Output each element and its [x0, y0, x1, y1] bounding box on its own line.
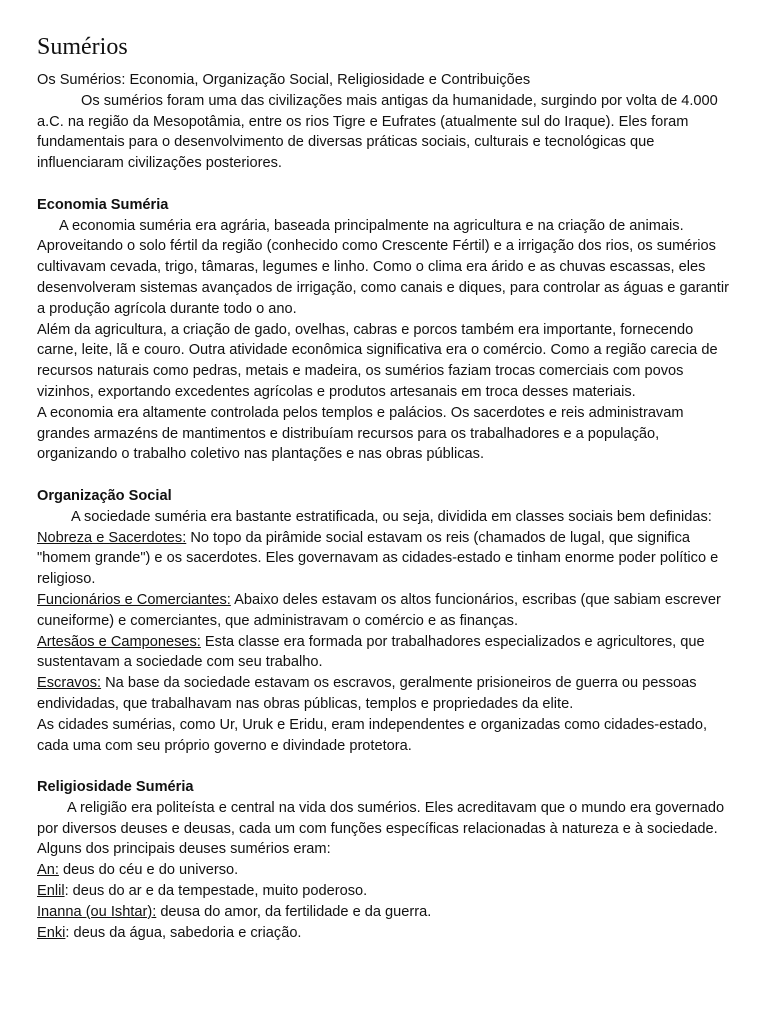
deity-name: An: — [37, 862, 59, 879]
class-text: Abaixo deles estavam os altos funcionários, escribas (que sabiam escrever cuneiforme) e comerciantes, que administravam o comércio e as finanças. — [37, 591, 721, 629]
social-class-item — [37, 590, 731, 632]
social-class-item — [37, 673, 731, 715]
deity-name: Inanna (ou Ishtar): — [37, 903, 157, 920]
social-class-item — [37, 528, 731, 590]
deity-item — [37, 881, 731, 902]
deity-name: Enlil — [37, 883, 65, 900]
class-text: Na base da sociedade estavam os escravos, geralmente prisioneiros de guerra ou pessoas endividadas, que trabalhavam nas obras públicas, templos e propriedades da elite. — [37, 675, 697, 712]
religiao-section — [37, 777, 731, 943]
intro-paragraph: Os sumérios foram uma das civilizações mais antigas da humanidade, surgindo por volta de 4.000 a.C. na região da Mesopotâmia, entre os rios Tigre e Eufrates (atualmente sul do Iraque). Eles foram fundamentais para o desenvolvimento de diversas práticas sociais, culturais e tecnológicas que influenciaram civilizações posteriores. — [37, 92, 718, 172]
class-label: Escravos: — [37, 675, 102, 692]
social-section — [37, 486, 731, 756]
economia-section — [37, 195, 731, 465]
deity-name: Enki — [37, 924, 66, 941]
page-title: Sumérios — [37, 34, 128, 60]
economia-paragraph: A economia era altamente controlada pelos templos e palácios. Os sacerdotes e reis administravam grandes armazéns de mantimentos e distribuíam recursos para os trabalhadores e a população, organizando o trabalho coletivo nas plantações e nas obras públicas. — [37, 404, 684, 463]
social-paragraph: A sociedade suméria era bastante estratificada, ou seja, dividida em classes sociais bem definidas: — [71, 508, 712, 525]
class-label: Nobreza e Sacerdotes: — [37, 529, 187, 546]
social-paragraph: As cidades sumérias, como Ur, Uruk e Eridu, eram independentes e organizadas como cidades-estado, cada uma com seu próprio governo e divindade protetora. — [37, 716, 708, 754]
class-label: Funcionários e Comerciantes: — [37, 591, 231, 608]
economia-paragraph: A economia suméria era agrária, baseada principalmente na agricultura e na criação de animais. Aproveitando o solo fértil da região (conhecido como Crescente Fértil) e a irrigação dos rios, os sumérios cultivavam cevada, trigo, tâmaras, legumes e linho. Como o clima era árido e as chuvas escassas, eles desenvolveram sistemas avançados de irrigação, como canais e diques, para controlar as águas e garantir a produção agrícola durante todo o ano. — [37, 217, 729, 317]
deity-text: : deus do ar e da tempestade, muito poderoso. — [64, 883, 368, 900]
religiao-paragraph: A religião era politeísta e central na vida dos sumérios. Eles acreditavam que o mundo era governado por diversos deuses e deusas, cada um com funções específicas relacionadas à natureza e à sociedade. Alguns dos principais deuses sumérios eram: — [37, 799, 725, 858]
class-text: Esta classe era formada por trabalhadores especializados e agricultores, que sustentavam a sociedade com seu trabalho. — [37, 633, 705, 671]
deity-text: deusa do amor, da fertilidade e da guerra. — [156, 903, 432, 920]
economia-paragraph: Além da agricultura, a criação de gado, ovelhas, cabras e porcos também era importante, fornecendo carne, leite, lã e couro. Outra atividade econômica significativa era o comércio. Como a região carecia de recursos naturais como pedras, metais e madeira, os sumérios faziam trocas comerciais com povos vizinhos, exportando excedentes agrícolas e produtos artesanais em troca desses materiais. — [37, 321, 718, 400]
economia-heading: Economia Suméria — [37, 196, 169, 213]
class-text: No topo da pirâmide social estavam os reis (chamados de lugal, que significa "homem grande") e os sacerdotes. Eles governavam as cidades-estado e tinham enorme poder político e religioso. — [37, 529, 719, 588]
subtitle: Os Sumérios: Economia, Organização Social, Religiosidade e Contribuições — [37, 72, 531, 88]
social-heading: Organização Social — [37, 487, 172, 504]
class-label: Artesãos e Camponeses: — [37, 633, 201, 650]
religiao-heading: Religiosidade Suméria — [37, 779, 194, 796]
deity-item — [37, 860, 731, 881]
social-class-item — [37, 632, 731, 674]
deity-text: : deus da água, sabedoria e criação. — [65, 924, 302, 941]
deity-item — [37, 923, 731, 944]
deity-item — [37, 902, 731, 923]
deity-text: deus do céu e do universo. — [58, 862, 239, 879]
